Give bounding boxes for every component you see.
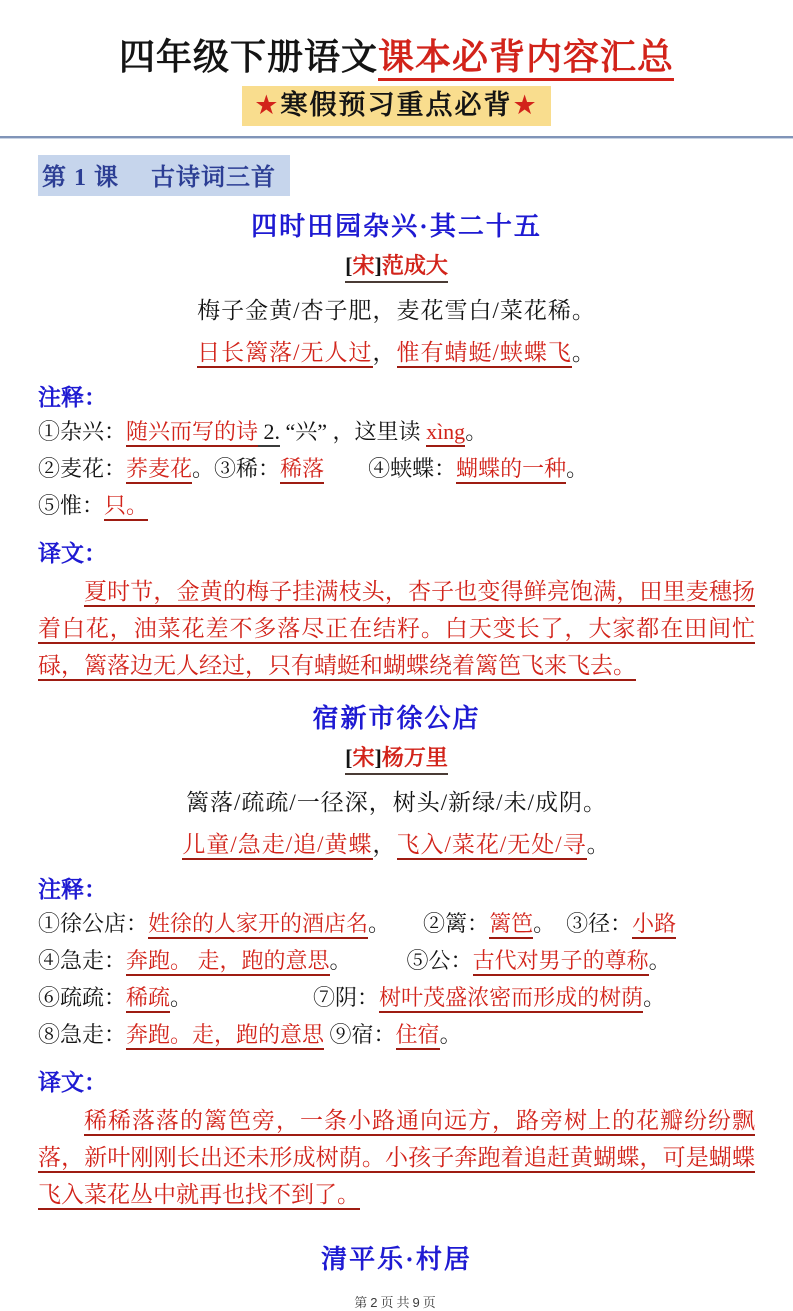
document-content [0, 139, 793, 1311]
text-segment: 。 [192, 456, 215, 481]
text-segment: 。 [643, 985, 666, 1010]
poem2-title: 宿新市徐公店 [312, 704, 481, 733]
text-segment: ] [374, 253, 382, 278]
text-segment: “兴” ，这里读 [280, 419, 427, 444]
text-segment: 。 [533, 911, 567, 936]
text-segment: ④急走： [38, 948, 127, 973]
page-title [0, 34, 793, 80]
poem1-translation: 夏时节，金黄的梅子挂满枝头，杏子也变得鲜亮饱满，田里麦穗扬着白花，油菜花差不多落尽正在结籽。白天变长了，大家都在田间忙碌，篱落边无人经过，只有蜻蜓和蝴蝶绕着篱笆飞来飞去。 [38, 579, 755, 678]
text-segment: ⑤惟： [38, 493, 105, 518]
poem2-translation: 稀稀落落的篱笆旁，一条小路通向远方，路旁树上的花瓣纷纷飘落，新叶刚刚长出还未形成树荫。小孩子奔跑着追赶黄蝴蝶，可是蝴蝶飞入菜花丛中就再也找不到了。 [38, 1108, 755, 1207]
note-line [38, 981, 755, 1015]
text-segment: 。 [465, 419, 488, 444]
poem1-author-text [345, 249, 448, 283]
poem2-author-text [345, 741, 448, 775]
poem2-author [38, 741, 755, 775]
note-line [38, 489, 755, 523]
text-segment: 稀落 [280, 456, 324, 484]
text-segment: 。 [571, 340, 596, 365]
note-line [38, 944, 755, 978]
text-segment: 奔跑。 走，跑的意思 [126, 948, 330, 976]
text-segment: 2. [258, 419, 280, 447]
text-segment: 奔跑。走，跑的意思 [126, 1022, 324, 1050]
text-segment: [ [345, 745, 353, 770]
text-segment: 树叶茂盛浓密而形成的树荫 [379, 985, 643, 1013]
text-segment: 惟有蜻蜓/蛱蝶飞 [397, 340, 572, 368]
text-segment: ①徐公店： [38, 911, 149, 936]
text-segment: 只。 [104, 493, 148, 521]
text-segment: ③稀： [214, 456, 281, 481]
text-segment: 。 [368, 911, 424, 936]
poem2-translation-label: 译文： [38, 1070, 107, 1095]
poem1-verse-1: 梅子金黄/杏子肥，麦花雪白/菜花稀。 [197, 298, 596, 323]
lesson-header: 第 1 课 古诗词三首 [38, 155, 290, 196]
text-segment: 稀疏 [126, 985, 170, 1013]
text-segment: 古代对男子的尊称 [473, 948, 649, 976]
poem1-translation-label: 译文： [38, 541, 107, 566]
text-segment: 小路 [632, 911, 676, 939]
text-segment: ④蛱蝶： [368, 456, 457, 481]
subtitle-row [0, 86, 793, 126]
text-segment: 蝴蝶的一种 [456, 456, 566, 484]
text-segment: 。 [648, 948, 671, 973]
text-segment: xìng [426, 419, 465, 447]
text-segment: ， [372, 832, 397, 857]
page-title-black-part: 四年级下册语文 [118, 37, 378, 77]
text-segment [324, 456, 368, 481]
poem2-verse-2 [38, 826, 755, 859]
text-segment: [ [345, 253, 353, 278]
poem1-notes-label: 注释： [38, 385, 107, 410]
text-segment: 。 [439, 1022, 462, 1047]
text-segment: 姓徐的人家开的酒店名 [148, 911, 368, 939]
note-line [38, 907, 755, 941]
text-segment: ⑦阴： [313, 985, 380, 1010]
text-segment: 住宿 [396, 1022, 440, 1050]
text-segment: 随兴而写的诗 [126, 419, 258, 447]
text-segment: ， [372, 340, 397, 365]
text-segment: ⑧急走： [38, 1022, 127, 1047]
subtitle-text: 寒假预习重点必背 [280, 90, 513, 120]
text-segment: 。 [170, 985, 314, 1010]
text-segment: 日长篱落/无人过 [197, 340, 372, 368]
text-segment: ③径： [566, 911, 633, 936]
note-line [38, 1018, 755, 1052]
text-segment: 范成大 [381, 253, 448, 278]
page-footer: 第2页共9页 [354, 1295, 439, 1310]
text-segment: 。 [566, 456, 589, 481]
text-segment: 荞麦花 [126, 456, 192, 484]
text-segment: ⑨宿： [329, 1022, 396, 1047]
text-segment: 杨万里 [381, 745, 448, 770]
text-segment: ①杂兴： [38, 419, 127, 444]
poem1-verse-2 [38, 334, 755, 367]
star-icon: ★ [512, 90, 539, 120]
text-segment: 篱笆 [489, 911, 533, 939]
subtitle-banner [242, 86, 550, 126]
star-icon: ★ [254, 90, 281, 120]
poem2-notes-label: 注释： [38, 877, 107, 902]
poem1-title: 四时田园杂兴·其二十五 [251, 212, 542, 241]
text-segment: 。 [329, 948, 407, 973]
poem1-author [38, 249, 755, 283]
text-segment: 飞入/菜花/无处/寻 [397, 832, 587, 860]
text-segment: 宋 [352, 745, 375, 770]
note-line [38, 415, 755, 449]
poem2-verse-1: 篱落/疏疏/一径深，树头/新绿/未/成阴。 [186, 790, 607, 815]
note-line [38, 452, 755, 486]
text-segment: ⑥疏疏： [38, 985, 127, 1010]
text-segment: ] [374, 745, 382, 770]
text-segment: 宋 [352, 253, 375, 278]
text-segment: 儿童/急走/追/黄蝶 [182, 832, 372, 860]
page-title-red-part: 课本必背内容汇总 [378, 37, 674, 81]
text-segment: 。 [586, 832, 611, 857]
poem3-title: 清平乐·村居 [321, 1245, 472, 1274]
text-segment: ②麦花： [38, 456, 127, 481]
text-segment: ⑤公： [406, 948, 473, 973]
text-segment: ②篱： [423, 911, 490, 936]
